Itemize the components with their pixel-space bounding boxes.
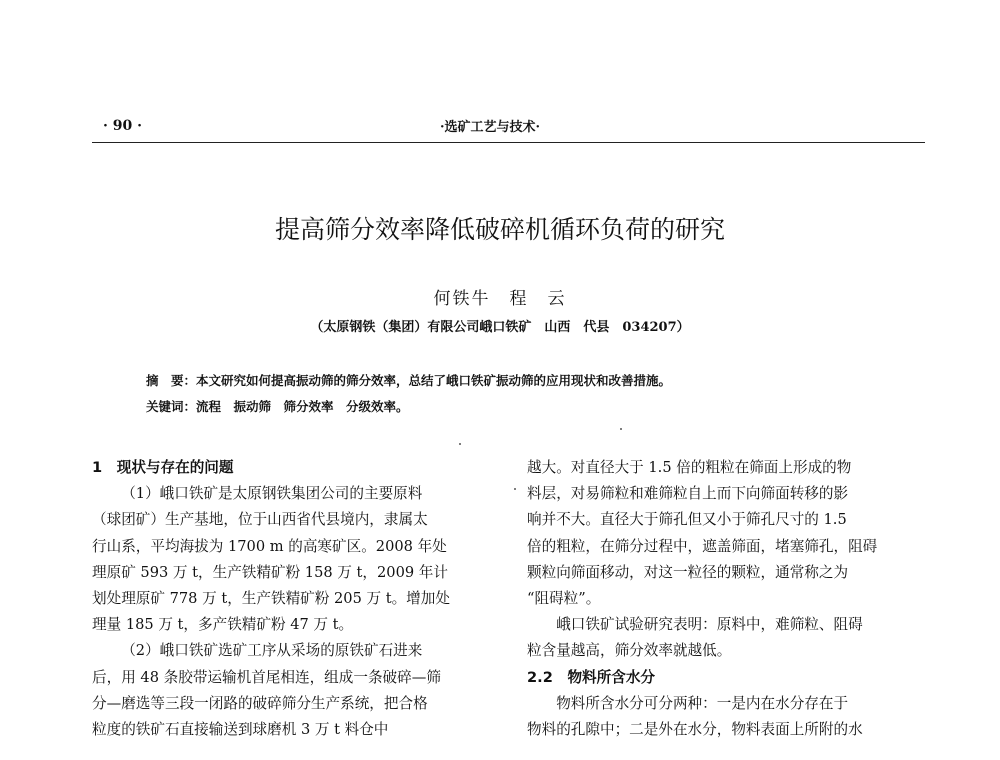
paragraph-line: 倍的粗粒，在筛分过程中，遮盖筛面，堵塞筛孔，阻碍 [527,537,878,555]
paragraph-line: 后，用 48 条胶带运输机首尾相连，组成一条破碎—筛 [92,668,441,686]
keywords [146,397,409,415]
paragraph-line: 理量 185 万 t，多产铁精矿粉 47 万 t。 [92,616,354,634]
article-authors: 何铁牛 程 云 [433,289,567,309]
paragraph-line: 物料所含水分可分两种：一是内在水分存在于 [556,694,849,712]
header-rule [92,142,925,143]
keywords-text: 流程 振动筛 筛分效率 分级效率。 [196,399,409,414]
paragraph-line: 粒含量越高，筛分效率就越低。 [527,642,732,660]
scan-speck [620,428,622,430]
paragraph-line: 物料的孔隙中；二是外在水分，物料表面上所附的水 [527,721,863,739]
right-column [527,455,927,743]
paragraph-line: 峨口铁矿试验研究表明：原料中，难筛粒、阻碍 [556,616,863,634]
paragraph-line: 响并不大。直径大于筛孔但又小于筛孔尺寸的 1.5 [527,511,847,529]
section-heading: 1 现状与存在的问题 [92,459,234,476]
paragraph-line: 划处理原矿 778 万 t，生产铁精矿粉 205 万 t。增加处 [92,590,450,608]
paragraph-line: “阻碍粒”。 [527,590,601,608]
section-heading: 2.2 物料所含水分 [527,668,656,686]
paragraph-line: 料层，对易筛粒和难筛粒自上而下向筛面转移的影 [527,485,849,503]
paragraph-line: （2）峨口铁矿选矿工序从采场的原铁矿石进来 [121,642,423,660]
paragraph-line: （球团矿）生产基地，位于山西省代县境内，隶属太 [92,511,428,529]
left-column [92,455,497,743]
article-title: 提高筛分效率降低破碎机循环负荷的研究 [274,215,725,244]
paragraph-line: 分—磨选等三段一闭路的破碎筛分生产系统，把合格 [92,694,428,712]
article-affiliation: （太原钢铁（集团）有限公司峨口铁矿 山西 代县 034207） [310,320,690,335]
keywords-label: 关键词： [146,399,197,414]
abstract-label: 摘 要： [146,373,197,388]
paragraph-line: （1）峨口铁矿是太原钢铁集团公司的主要原料 [121,485,423,503]
paragraph-line: 颗粒向筛面移动，对这一粒径的颗粒，通常称之为 [527,563,849,581]
paragraph-line: 行山系，平均海拔为 1700 m 的高寒矿区。2008 年处 [92,537,447,555]
abstract [146,371,671,389]
journal-section-header: ·选矿工艺与技术· [440,120,541,135]
page-number: · 90 · [103,118,142,134]
scan-speck [459,443,461,445]
abstract-text: 本文研究如何提高振动筛的筛分效率，总结了峨口铁矿振动筛的应用现状和改善措施。 [196,373,672,388]
paragraph-line: 粒度的铁矿石直接输送到球磨机 3 万 t 料仓中 [92,721,389,739]
paragraph-line: 理原矿 593 万 t，生产铁精矿粉 158 万 t，2009 年计 [92,563,448,581]
paragraph-line: 越大。对直径大于 1.5 倍的粗粒在筛面上形成的物 [527,459,852,476]
scan-speck [514,488,516,490]
